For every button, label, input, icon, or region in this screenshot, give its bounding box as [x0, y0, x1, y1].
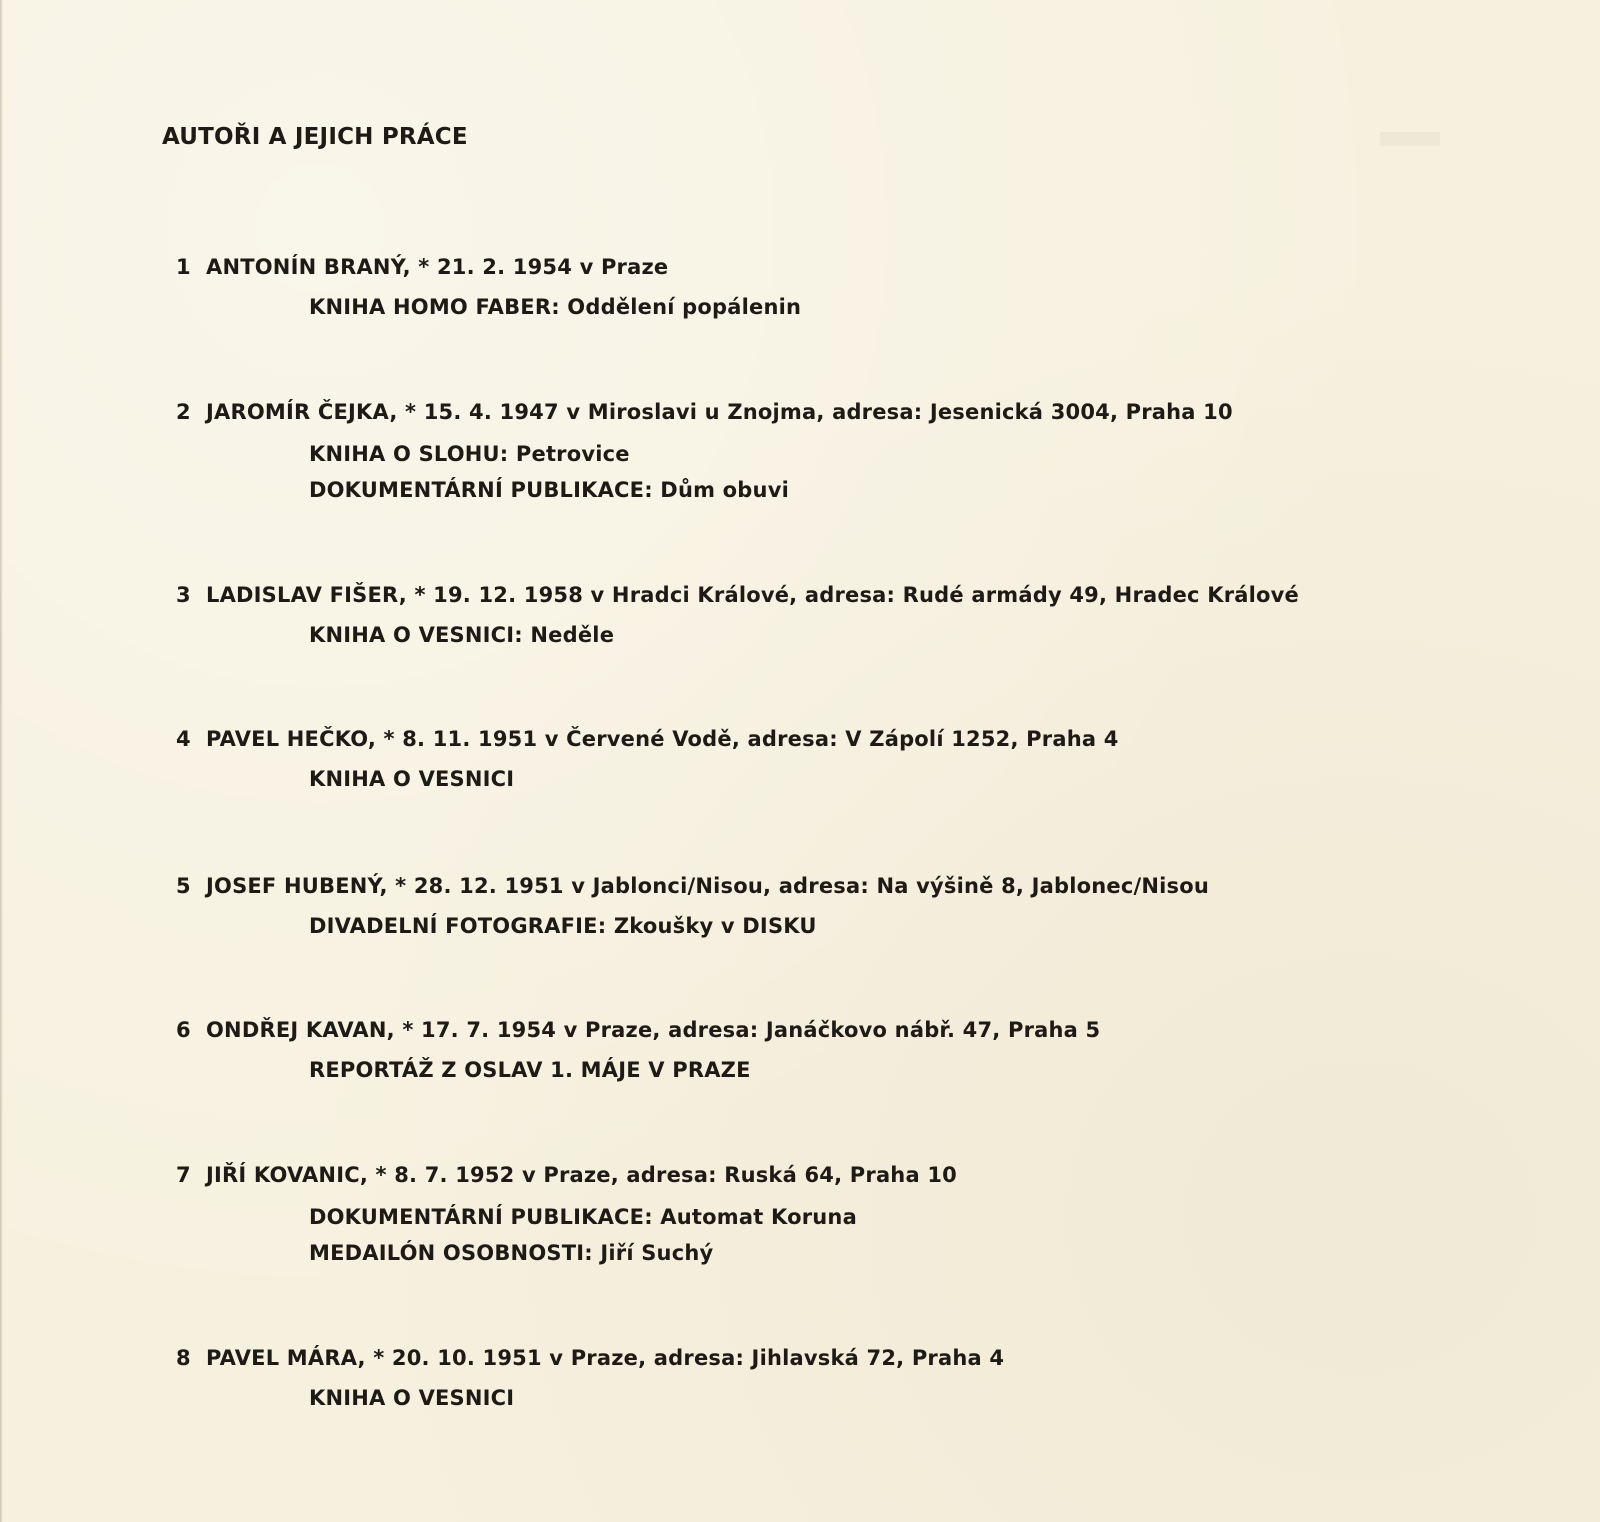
- author-details: ONDŘEJ KAVAN, * 17. 7. 1954 v Praze, adresa: Janáčkovo nábř. 47, Praha 5: [206, 1018, 1101, 1042]
- author-details: JIŘÍ KOVANIC, * 8. 7. 1952 v Praze, adresa: Ruská 64, Praha 10: [206, 1163, 957, 1187]
- entry-number: 3: [176, 583, 191, 607]
- work-title: MEDAILÓN OSOBNOSTI: Jiří Suchý: [309, 1241, 714, 1265]
- author-details: PAVEL HEČKO, * 8. 11. 1951 v Červené Vodě, adresa: V Zápolí 1252, Praha 4: [206, 727, 1119, 751]
- work-title: REPORTÁŽ Z OSLAV 1. MÁJE V PRAZE: [309, 1058, 751, 1082]
- author-line: [0, 583, 1600, 619]
- author-entry: [0, 1346, 1600, 1422]
- author-entry: [0, 727, 1600, 803]
- entry-number: 1: [176, 255, 191, 279]
- author-entry: [0, 874, 1600, 950]
- entry-number: 2: [176, 400, 191, 424]
- work-line: [0, 1241, 1600, 1277]
- work-title: DOKUMENTÁRNÍ PUBLIKACE: Dům obuvi: [309, 478, 789, 502]
- author-entry: [0, 1163, 1600, 1277]
- entry-number: 8: [176, 1346, 191, 1370]
- author-line: [0, 1346, 1600, 1382]
- entry-number: 6: [176, 1018, 191, 1042]
- work-line: [0, 767, 1600, 803]
- work-line: [0, 1386, 1600, 1422]
- work-title: DIVADELNÍ FOTOGRAFIE: Zkoušky v DISKU: [309, 914, 817, 938]
- author-entry: [0, 400, 1600, 514]
- work-line: [0, 1058, 1600, 1094]
- work-line: [0, 295, 1600, 331]
- entry-number: 4: [176, 727, 191, 751]
- work-title: KNIHA HOMO FABER: Oddělení popálenin: [309, 295, 802, 319]
- work-title: KNIHA O VESNICI: Neděle: [309, 623, 615, 647]
- author-entry: [0, 1018, 1600, 1094]
- page-title: AUTOŘI A JEJICH PRÁCE: [162, 124, 468, 150]
- work-line: [0, 478, 1600, 514]
- work-title: KNIHA O VESNICI: [309, 767, 515, 791]
- author-details: PAVEL MÁRA, * 20. 10. 1951 v Praze, adresa: Jihlavská 72, Praha 4: [206, 1346, 1005, 1370]
- author-details: JOSEF HUBENÝ, * 28. 12. 1951 v Jablonci/Nisou, adresa: Na výšině 8, Jablonec/Nisou: [206, 874, 1210, 898]
- author-line: [0, 1163, 1600, 1199]
- author-line: [0, 874, 1600, 910]
- author-line: [0, 1018, 1600, 1054]
- bleed-through-texture: [1380, 132, 1440, 146]
- work-line: [0, 442, 1600, 478]
- author-details: LADISLAV FIŠER, * 19. 12. 1958 v Hradci Králové, adresa: Rudé armády 49, Hradec Králové: [206, 583, 1299, 607]
- author-details: JAROMÍR ČEJKA, * 15. 4. 1947 v Miroslavi u Znojma, adresa: Jesenická 3004, Praha 10: [206, 400, 1233, 424]
- work-title: KNIHA O SLOHU: Petrovice: [309, 442, 630, 466]
- work-title: DOKUMENTÁRNÍ PUBLIKACE: Automat Koruna: [309, 1205, 857, 1229]
- work-line: [0, 623, 1600, 659]
- work-line: [0, 1205, 1600, 1241]
- author-line: [0, 400, 1600, 436]
- work-title: KNIHA O VESNICI: [309, 1386, 515, 1410]
- author-entry: [0, 255, 1600, 331]
- author-line: [0, 255, 1600, 291]
- author-details: ANTONÍN BRANÝ, * 21. 2. 1954 v Praze: [206, 255, 669, 279]
- entry-number: 7: [176, 1163, 191, 1187]
- author-line: [0, 727, 1600, 763]
- work-line: [0, 914, 1600, 950]
- author-entry: [0, 583, 1600, 659]
- entry-number: 5: [176, 874, 191, 898]
